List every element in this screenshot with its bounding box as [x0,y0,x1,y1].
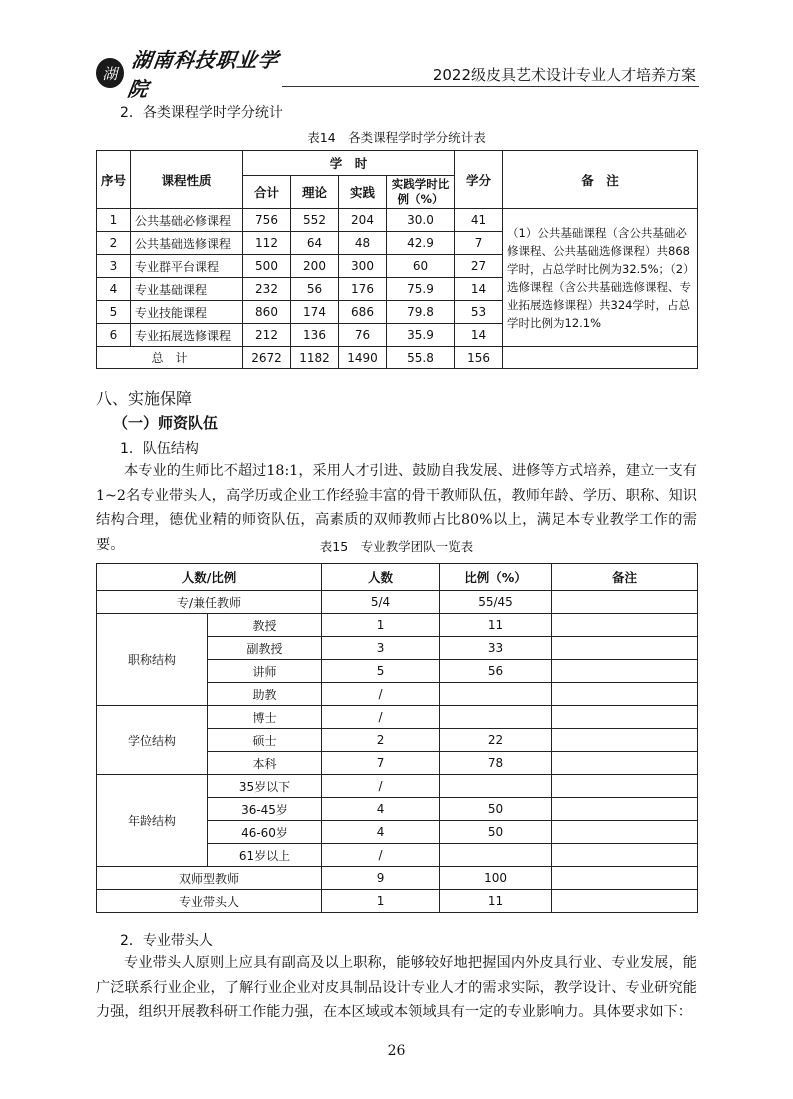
college-logo [96,48,286,101]
cell-remark [552,706,698,729]
cell-label: 双师型教师 [97,867,322,890]
cell-remark [552,729,698,752]
header-remark: 备 注 [503,151,698,209]
header-theory: 理论 [291,176,339,209]
cell-label: 讲师 [208,660,322,683]
teaching-team-table [96,563,698,913]
cell-ratio: 35.9 [387,324,455,347]
cell-type: 公共基础选修课程 [131,232,243,255]
cell-label: 博士 [208,706,322,729]
cell-remark [552,798,698,821]
cell-type: 专业群平台课程 [131,255,243,278]
cell-practice: 300 [339,255,387,278]
cell-total: 2672 [243,347,291,369]
cell-no: 5 [97,301,131,324]
cell-label: 助教 [208,683,322,706]
cell-credit: 53 [455,301,503,324]
cell-label: 硕士 [208,729,322,752]
team-structure-heading: 1．队伍结构 [120,441,199,457]
header-divider [282,86,699,87]
cell-label: 61岁以上 [208,844,322,867]
cell-total: 112 [243,232,291,255]
cell-theory: 552 [291,209,339,232]
cell-count: / [322,844,440,867]
cell-credit: 14 [455,278,503,301]
cell-theory: 174 [291,301,339,324]
cell-remark-empty [503,347,698,369]
cell-ratio: 42.9 [387,232,455,255]
header-hours: 学 时 [243,151,455,176]
cell-ratio: 22 [440,729,552,752]
cell-count: 2 [322,729,440,752]
cell-ratio [440,844,552,867]
cell-remark [552,890,698,913]
cell-remark [552,867,698,890]
table15-caption: 表15 专业教学团队一览表 [319,539,474,554]
cell-practice: 686 [339,301,387,324]
cell-group: 职称结构 [97,614,208,706]
header-credit: 学分 [455,151,503,209]
page-number: 26 [387,1043,406,1059]
cell-count: / [322,706,440,729]
cell-remark [552,637,698,660]
cell-total: 860 [243,301,291,324]
cell-credit: 7 [455,232,503,255]
table-total-row [97,347,698,369]
cell-remark [552,844,698,867]
cell-theory: 200 [291,255,339,278]
cell-group: 年龄结构 [97,775,208,867]
cell-no: 1 [97,209,131,232]
header-practice: 实践 [339,176,387,209]
cell-theory: 56 [291,278,339,301]
cell-count: 3 [322,637,440,660]
cell-count: 7 [322,752,440,775]
table-row [97,890,698,913]
cell-count: 9 [322,867,440,890]
header-ratio: 比例（%） [440,564,552,591]
cell-remark [552,591,698,614]
table14-caption: 表14 各类课程学时学分统计表 [307,130,486,145]
header-count: 人数 [322,564,440,591]
cell-total: 212 [243,324,291,347]
cell-count: 4 [322,821,440,844]
cell-practice: 176 [339,278,387,301]
cell-type: 专业基础课程 [131,278,243,301]
college-name-calligraphy: 湖南科技职业学院 [125,48,281,101]
table-row [97,591,698,614]
cell-credit: 27 [455,255,503,278]
cell-count: 1 [322,614,440,637]
header-practice-ratio: 实践学时比例（%） [387,176,455,209]
cell-no: 4 [97,278,131,301]
table-row [97,706,698,729]
cell-remark [552,683,698,706]
cell-type: 公共基础必修课程 [131,209,243,232]
cell-ratio: 50 [440,798,552,821]
cell-credit: 14 [455,324,503,347]
cell-ratio: 78 [440,752,552,775]
header-total: 合计 [243,176,291,209]
cell-remark [552,660,698,683]
cell-total-label: 总 计 [97,347,243,369]
cell-ratio: 50 [440,821,552,844]
cell-label: 专/兼任教师 [97,591,322,614]
cell-ratio: 33 [440,637,552,660]
cell-ratio: 11 [440,614,552,637]
cell-remark [552,775,698,798]
cell-count: 5/4 [322,591,440,614]
credit-stats-heading: 2．各类课程学时学分统计 [120,105,283,121]
cell-ratio: 30.0 [387,209,455,232]
cell-theory: 64 [291,232,339,255]
cell-ratio: 100 [440,867,552,890]
cell-no: 2 [97,232,131,255]
cell-label: 本科 [208,752,322,775]
cell-remark [552,614,698,637]
cell-no: 6 [97,324,131,347]
cell-total: 232 [243,278,291,301]
cell-label: 36-45岁 [208,798,322,821]
team-structure-paragraph: 本专业的生师比不超过18:1，采用人才引进、鼓励自我发展、进修等方式培养，建立一支有1~2名专业带头人，高学历或企业工作经验丰富的骨干教师队伍，教师年龄、学历、职称、知识结构合理，德优业精的师资队伍，高素质的双师教师占比80%以上，满足本专业教学工作的需要。 [96,463,697,553]
cell-type: 专业技能课程 [131,301,243,324]
cell-theory: 136 [291,324,339,347]
cell-ratio: 75.9 [387,278,455,301]
header-course-type: 课程性质 [131,151,243,209]
cell-no: 3 [97,255,131,278]
cell-remark [552,821,698,844]
cell-remark [552,752,698,775]
section-title: 八、实施保障 [96,389,193,408]
cell-count: 5 [322,660,440,683]
cell-count: 4 [322,798,440,821]
cell-label: 35岁以下 [208,775,322,798]
cell-label: 46-60岁 [208,821,322,844]
cell-practice: 76 [339,324,387,347]
cell-practice: 48 [339,232,387,255]
credit-stats-table [96,150,698,369]
cell-ratio: 55/45 [440,591,552,614]
cell-ratio: 55.8 [387,347,455,369]
header-remark: 备注 [552,564,698,591]
header-category: 人数/比例 [97,564,322,591]
cell-practice: 204 [339,209,387,232]
table-row [97,209,698,232]
table-row [97,775,698,798]
cell-practice: 1490 [339,347,387,369]
program-leader-heading: 2．专业带头人 [120,933,213,949]
cell-label: 教授 [208,614,322,637]
cell-label: 专业带头人 [97,890,322,913]
cell-ratio [440,683,552,706]
cell-theory: 1182 [291,347,339,369]
cell-ratio: 79.8 [387,301,455,324]
cell-ratio [440,706,552,729]
table-row [97,614,698,637]
table-row [97,867,698,890]
header-no: 序号 [97,151,131,209]
cell-credit: 41 [455,209,503,232]
program-leader-paragraph: 专业带头人原则上应具有副高及以上职称，能够较好地把握国内外皮具行业、专业发展，能广泛联系行业企业，了解行业企业对皮具制品设计专业人才的需求实际，教学设计、专业研究能力强，组织开展教科研工作能力强，在本区域或本领域具有一定的专业影响力。具体要求如下： [96,955,697,1020]
cell-total: 756 [243,209,291,232]
cell-total: 500 [243,255,291,278]
cell-count: / [322,683,440,706]
cell-type: 专业拓展选修课程 [131,324,243,347]
remark-note: （1）公共基础课程（含公共基础必修课程、公共基础选修课程）共868学时，占总学时比例为32.5%；（2）选修课程（含公共基础选修课程、专业拓展选修课程）共324学时，占总学时比例为12.1% [503,209,698,347]
document-title: 2022级皮具艺术设计专业人才培养方案 [432,66,696,84]
cell-label: 副教授 [208,637,322,660]
cell-count: 1 [322,890,440,913]
subsection-title: （一）师资队伍 [113,414,219,432]
cell-group: 学位结构 [97,706,208,775]
cell-ratio: 56 [440,660,552,683]
cell-count: / [322,775,440,798]
cell-credit: 156 [455,347,503,369]
college-seal-icon: 湖 [96,58,124,88]
cell-ratio: 11 [440,890,552,913]
cell-ratio [440,775,552,798]
cell-ratio: 60 [387,255,455,278]
